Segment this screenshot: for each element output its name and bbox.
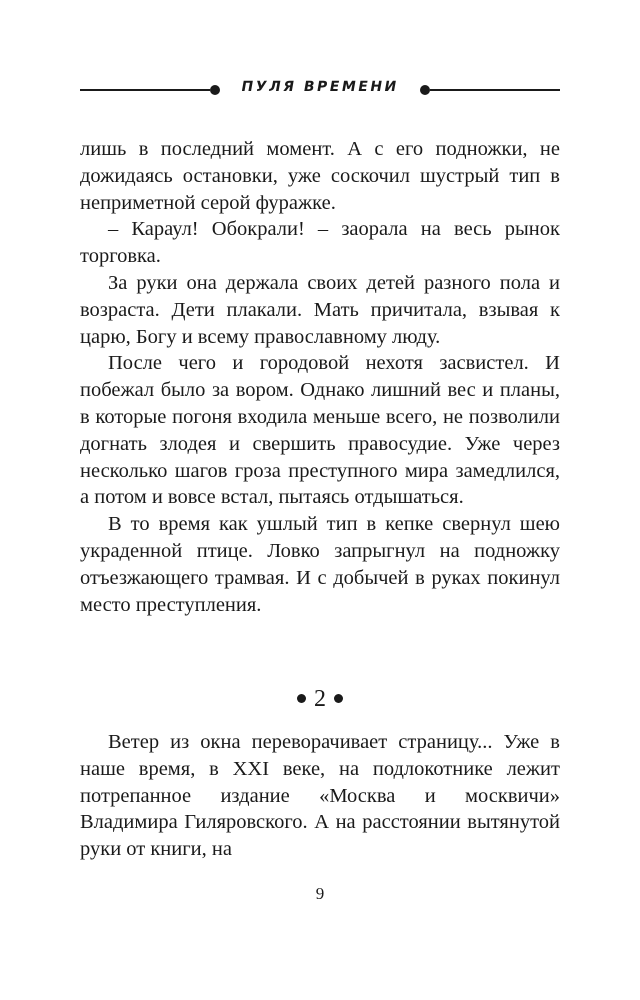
chapter-bullet-left	[297, 694, 306, 703]
chapter-number: 2	[314, 686, 326, 712]
running-header	[80, 78, 560, 102]
paragraph: – Караул! Обокрали! – заорала на весь рынок торговка.	[80, 218, 560, 268]
chapter-heading	[0, 684, 640, 714]
paragraph: После чего и городовой нехотя засвистел. И побежал было за вором. Однако лишний вес и планы, в которые погоня входила меньше всего, не позволили догнать злодея и свершить правосудие. Уже через несколько шагов гроза преступного мира замедлился, а потом и вовсе встал, пытаясь отдышаться.	[80, 352, 560, 509]
chapter-bullet-right	[334, 694, 343, 703]
paragraph: В то время как ушлый тип в кепке свернул шею украденной птице. Ловко запрыгнул на подножку отъезжающего трамвая. И с добычей в руках покинул место преступления.	[80, 513, 560, 616]
header-bullet-left	[210, 85, 220, 95]
paragraph: лишь в последний момент. А с его подножки, не дожидаясь остановки, уже соскочил шустрый тип в неприметной серой фуражке.	[80, 138, 560, 214]
header-rule-left	[80, 89, 210, 91]
body-text-section-1	[80, 136, 560, 618]
body-text-section-2	[80, 729, 560, 863]
page-number: 9	[315, 884, 325, 903]
running-title: ПУЛЯ ВРЕМЕНИ	[239, 79, 401, 95]
paragraph: За руки она держала своих детей разного пола и возраста. Дети плакали. Мать причитала, взывая к царю, Богу и всему православному люду.	[80, 271, 560, 348]
header-rule-right	[430, 89, 560, 91]
paragraph: Ветер из окна переворачивает страницу... Уже в наше время, в XXI веке, на подлокотнике лежит потрепанное издание «Москва и москвичи» Владимира Гиляровского. А на расстоянии вытянутой руки от книги, на	[80, 731, 560, 861]
header-bullet-right	[420, 85, 430, 95]
